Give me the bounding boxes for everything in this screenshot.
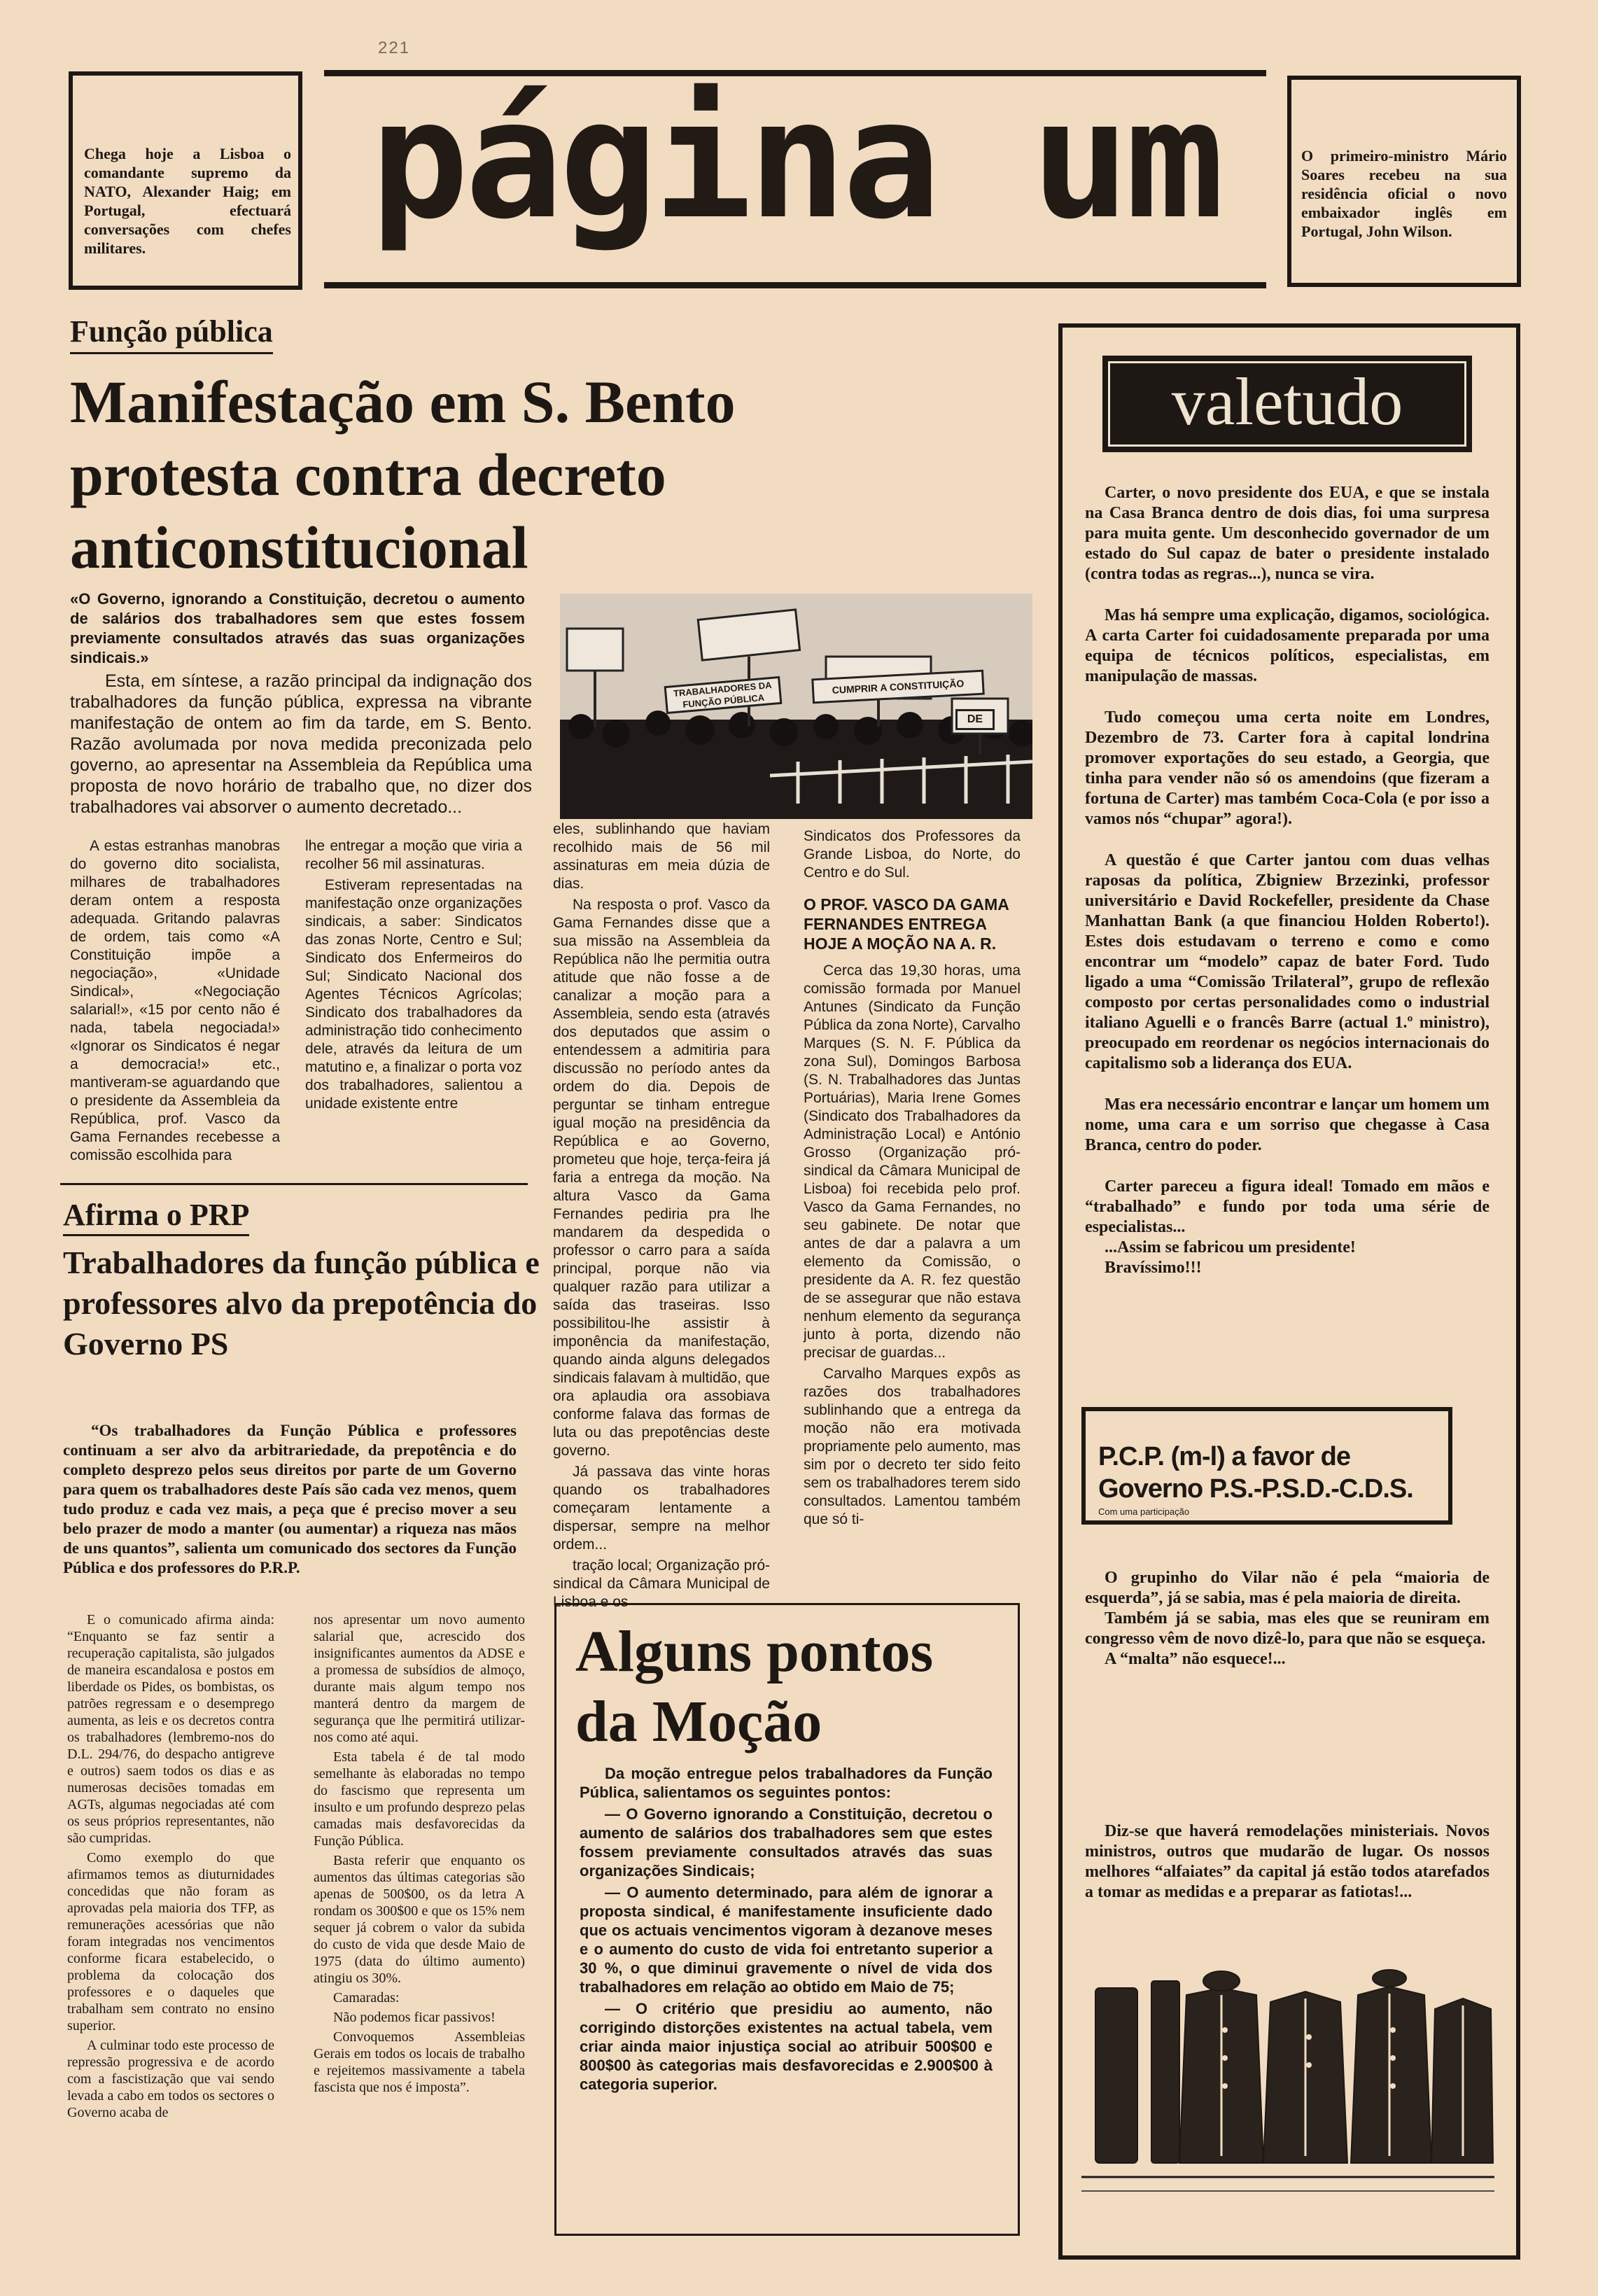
valetudo-p7: O grupinho do Vilar não é pela “maioria de esquerda”, já se sabia, mas é pela maioria de direita. [1085, 1569, 1490, 1607]
pcp-box-title: P.C.P. (m-l) a favor de Governo P.S.-P.S.D.-C.D.S. [1098, 1442, 1413, 1504]
valetudo-p1: Carter, o novo presidente dos EUA, e que se instala na Casa Branca dentro de dois dias, foi uma surpresa para muita gente. Um desconhecido governador de um estado do Sul capaz de bater o presidente instalado (contra todas as regras...), nunca se vira. [1085, 484, 1490, 583]
prp-col2-p6: Convoquemos Assembleias Gerais em todos os locais de trabalho e rejeitemos massivamente a tabela fascista que nos é imposta”. [314, 2029, 525, 2095]
valetudo-body-2 [1085, 1568, 1490, 1690]
lead-column-4 [804, 827, 1021, 1532]
right-teaser: O primeiro-ministro Mário Soares recebeu na sua residência oficial o novo embaixador inglês em Portugal, John Wilson. [1301, 147, 1507, 240]
lead-col4-p2: Cerca das 19,30 horas, uma comissão formada por Manuel Antunes (Sindicato da Função Pública da zona Norte), Carvalho Marques (S. N. F. Pública da zona Sul), Domingos Barbosa (S. N. Trabalhadores das Juntas Portuárias), Maria Irene Gomes (Sindicato dos Trabalhadores da Administração Local) e António Grosso (Organização pró-sindical da Câmara Municipal de Lisboa) foi recebida pelo prof. Vasco da Gama Fernandes, no seu gabinete. De notar que antes de dar a palavra a um elemento da Comissão, o presidente da A. R. fez questão de se assegurar que não estava nenhum elemento da segurança junto à porta, dizendo não precisar de guardas... [804, 962, 1021, 1361]
mocao-point-2: — O aumento determinado, para além de ignorar a proposta sindical, é manifestamente insuficiente dado que os actuais vencimentos vigoram à dezanove meses e o aumento do custo de vida foi entretanto superior a 30 %, o que diminui gravemente o nível de vida dos trabalhadores em relação ao obtido em Maio de 75; [580, 1884, 993, 1996]
mocao-headline: Alguns pontos da Moção [575, 1619, 934, 1754]
valetudo-p3: Tudo começou uma certa noite em Londres, Dezembro de 73. Carter fora à capital londrina promover exportações do seu estado, a Georgia, que tinha para vender não só os amendoins (que fizeram a fortuna de Carter) mas também Coca-Cola (e por isso a vamos nós “chupar” agora!). [1085, 708, 1490, 828]
valetudo-p6: Carter pareceu a figura ideal! Tomado em mãos e “trabalhado” e fundo por toda uma série de especialistas... [1085, 1177, 1490, 1236]
valetudo-p8: Também já se sabia, mas eles que se reuniram em congresso vêm de novo dizê-lo, para que não se esqueça. [1085, 1609, 1490, 1648]
photo-banner-2: CUMPRIR A CONSTITUIÇÃO [811, 670, 985, 704]
lead-column-3 [553, 820, 770, 1614]
lead-col4-p1: Sindicatos dos Professores da Grande Lisboa, do Norte, do Centro e do Sul. [804, 828, 1021, 881]
photo-banner-3: DE [955, 709, 995, 730]
mocao-intro: Da moção entregue pelos trabalhadores da Função Pública, salientamos os seguintes pontos: [580, 1765, 993, 1801]
photo-banner-1: TRABALHADORES DA FUNÇÃO PÚBLICA [664, 676, 783, 714]
valetudo-title: valetudo [1108, 361, 1466, 447]
lead-column-1 [70, 837, 280, 1168]
lead-col4-subhead: O PROF. VASCO DA GAMA FERNANDES ENTREGA HOJE A MOÇÃO NA A. R. [804, 895, 1009, 953]
masthead-title: página um [370, 65, 1220, 255]
prp-col2-p2: Esta tabela é de tal modo semelhante às elaboradas no tempo do fascismo que representa um insulto e um profundo desprezo pelas camadas mais desfavorecidas da Função Pública. [314, 1749, 525, 1849]
lead-col4-p3: Carvalho Marques expôs as razões dos trabalhadores sublinhando que a entrega da moção não era motivada propriamente pelo aumento, mas sim por o decreto ter sido feito sem os trabalhadores terem sido consultados. Lamentou também que só ti- [804, 1366, 1021, 1527]
prp-intro: “Os trabalhadores da Função Pública e professores continuam a ser alvo da arbitrariedade, da prepotência e do completo desprezo pelos seus direitos por parte de um Governo para quem os trabalhadores deste País são cada vez menos, quem tudo produz e cada vez mais, a peça que é preciso mover a seu belo prazer de modo a manter (ou aumentar) a riqueza nas mãos de uns quantos”, salienta um comunicado dos sectores da Função Pública e dos professores do P.R.P. [63, 1422, 517, 1576]
prp-column-2 [314, 1611, 525, 2099]
lead-headline: Manifestação em S. Bento protesta contra decreto anticonstitucional [70, 368, 736, 581]
lead-column-2 [305, 837, 522, 1116]
prp-col1-p2: Como exemplo do que afirmamos temos as diuturnidades concedidas que não foram as aprovadas pela maioria dos TFP, as remunerações acessórias que não foram integradas nos vencimentos conforme ficara estabelecido, o problema da colocação dos professores e o daqueles que trabalham sem contrato no ensino superior. [67, 1850, 274, 2033]
valetudo-p6b: ...Assim se fabricou um presidente! [1105, 1238, 1356, 1256]
tailors-illustration [1081, 1967, 1494, 2226]
prp-headline: Trabalhadores da função pública e professores alvo da prepotência do Governo PS [63, 1245, 540, 1362]
lead-col1-text: A estas estranhas manobras do governo dito socialista, milhares de trabalhadores deram ontem a resposta adequada. Gritando palavras de ordem, tais como «A Constituição impõe a negociação», «Unidade Sindical», «Negociação salarial!», «15 por cento não é nada, tabela negociada!» «Ignorar os Sindicatos é negar a democracia!» etc., mantiveram-se aguardando que o presidente da Assembleia da República, prof. Vasco da Gama Fernandes recebesse a comissão escolhida para [70, 838, 280, 1163]
prp-col1-p1: E o comunicado afirma ainda: “Enquanto se faz sentir a recuperação capitalista, são julgados de maneira escandalosa e postos em liberdade os Pides, os bombistas, os patrões regressam e o desemprego aumenta, as leis e os decretos contra os trabalhadores (lembremo-nos do D.L. 294/76, do despacho antigreve e outros) saem todos os dias e as numerosas decisões tomadas em AGTs, algumas negociadas até com os seus próprios representantes, não são cumpridas. [67, 1612, 274, 1846]
lead-intro: Esta, em síntese, a razão principal da indignação dos trabalhadores da função pública, expressa na vibrante manifestação de ontem ao fim da tarde, em S. Bento. Razão avolumada por nova medida preconizada pelo governo, ao apresentar na Assembleia da República uma proposta de novo horário de trabalho que, no dizer dos trabalhadores vai absorver o aumento decretado... [70, 671, 532, 817]
prp-kicker: Afirma o PRP [63, 1197, 249, 1236]
left-teaser: Chega hoje a Lisboa o comandante supremo da NATO, Alexander Haig; em Portugal, efectuará conversações com chefes militares. [84, 145, 291, 257]
prp-column-1 [67, 1611, 274, 2124]
demonstration-photo [560, 594, 1032, 819]
lead-col2-p2: Estiveram representadas na manifestação onze organizações sindicais, a saber: Sindicatos das zonas Norte, Centro e Sul; Sindicato dos Enfermeiros do Sul; Sindicato Nacional dos Agentes Técnicos Agrícolas; Sindicato dos trabalhadores da administração tido conhecimento dele, através da leitura de um matutino e, a finalizar o porta voz dos trabalhadores, salientou a unidade existente entre [305, 877, 522, 1112]
mocao-point-3: — O critério que presidiu ao aumento, não corrigindo distorções existentes na actual tabela, vem criar ainda maior injustiça social ao atribuir 500$00 e 800$00 às categorias mais desfavorecidas e 2.900$00 à categoria superior. [580, 2000, 993, 2093]
left-teaser-box [69, 71, 302, 290]
masthead-title-box [324, 65, 1266, 288]
lead-col3-tail: tração local; Organização pró-sindical da Câmara Municipal de Lisboa e os [553, 1558, 770, 1610]
prp-col2-p4: Camaradas: [333, 1990, 400, 2005]
valetudo-title-bar [1102, 356, 1472, 452]
prp-col2-p1: nos apresentar um novo aumento salarial que, acrescido dos insignificantes aumentos da ADSE e a promessa de subsídios de almoço, durante mais algum tempo nos manterá dentro da margem de segurança que lhe permitirá utilizar-nos como até aqui. [314, 1612, 525, 1745]
page-number: 221 [378, 38, 411, 57]
section-label: Função pública [70, 314, 273, 354]
prp-col1-p3: A culminar todo este processo de repressão progressiva e de acordo com a fascistização que vai sendo levada a cabo em todos os sectores o Governo acaba de [67, 2038, 274, 2120]
lead-col3-p3: Já passava das vinte horas quando os trabalhadores começaram lentamente a dispersar, sempre na melhor ordem... [553, 1464, 770, 1553]
prp-col2-p5: Não podemos ficar passivos! [333, 2010, 496, 2025]
prp-col2-p3: Basta referir que enquanto os aumentos das últimas categorias são apenas de 500$00, os da letra A rondam os 300$00 e que os 15% nem sequer já cobrem o valor da subida do custo de vida que desde Maio de 1975 (data do último aumento) atingiu os 30%. [314, 1853, 525, 1986]
right-teaser-box [1287, 76, 1521, 287]
valetudo-body [1085, 483, 1490, 1299]
pcp-box-subtitle: Com uma participação [1098, 1506, 1190, 1517]
lead-col2-p1: lhe entregar a moção que viria a recolher 56 mil assinaturas. [305, 838, 522, 872]
valetudo-p4: A questão é que Carter jantou com duas velhas raposas da política, Zbigniew Brzezinki, professor universitário e David Rockefeller, presidente da Chase Manhattan Bank (a que financiou Holden Roberto!). Estes dois estudavam o terreno e como e como encontrar um “modelo” capaz de bater Ford. Tudo ligado a uma “Comissão Trilateral”, grupo de reflexão composto por certas personalidades como o industrial italiano Aguelli e o francês Barre (actual 1.º ministro), preocupado em reordenar os negócios internacionais do capitalismo sob a liderança dos EUA. [1085, 851, 1490, 1072]
valetudo-p10: Diz-se que haverá remodelações ministeriais. Novos ministros, outros que mudarão de lugar. Os nossos melhores “alfaiates” da capital já estão todos atarefados a tomar as medidas e a preparar as fatiotas!... [1085, 1822, 1490, 1901]
valetudo-p5: Mas era necessário encontrar e lançar um homem um nome, uma cara e um sorriso que chegasse à Casa Branca, centro do poder. [1085, 1096, 1490, 1154]
valetudo-p6c: Bravíssimo!!! [1105, 1259, 1202, 1277]
lead-col3-p2: Na resposta o prof. Vasco da Gama Fernandes disse que a sua missão na Assembleia da República não lhe permitia outra atitude que não fosse a de canalizar a moção para a Assembleia, sendo esta (através dos deputados que assim o entendessem a admitiria para discussão no período antes da ordem do dia. Depois de perguntar se tinham entregue igual moção na presidência da República e ao Governo, prometeu que hoje, terça-feira já faria a entrega da moção. Na altura Vasco da Gama Fernandes pediria pra lhe mandarem da despedida o professor o carro para a saída principal, porque não via qualquer razão para utilizar a saída das traseiras. Isso possibilitou-lhe assistir à imponência da manifestação, quando ainda alguns delegados sindicais falavam à multidão, que ora aplaudia ora assobiava conforme falava das formas de luta ou das prepotências deste governo. [553, 897, 770, 1459]
valetudo-p9: A “malta” não esquece!... [1105, 1650, 1286, 1668]
section-divider [60, 1183, 528, 1185]
mocao-body [580, 1764, 993, 2096]
lead-col3-p1: eles, sublinhando que haviam recolhido mais de 56 mil assinaturas em meia dúzia de dias. [553, 821, 770, 892]
valetudo-p2: Mas há sempre uma explicação, digamos, sociológica. A carta Carter foi cuidadosamente preparada por uma equipa de técnicos políticos, especialistas, em manipulação de massas. [1085, 606, 1490, 685]
suits-drawing-image [1081, 1967, 1494, 2226]
crowd-photo-image [560, 594, 1032, 819]
mocao-point-1: — O Governo ignorando a Constituição, decretou o aumento de salários dos trabalhadores sem que estes fossem previamente consultados através das suas organizações Sindicais; [580, 1805, 993, 1879]
pcp-box [1081, 1407, 1452, 1525]
lead-quote: «O Governo, ignorando a Constituição, decretou o aumento de salários dos trabalhadores sem que estes fossem previamente consultados através das suas organizações sindicais.» [70, 590, 525, 666]
